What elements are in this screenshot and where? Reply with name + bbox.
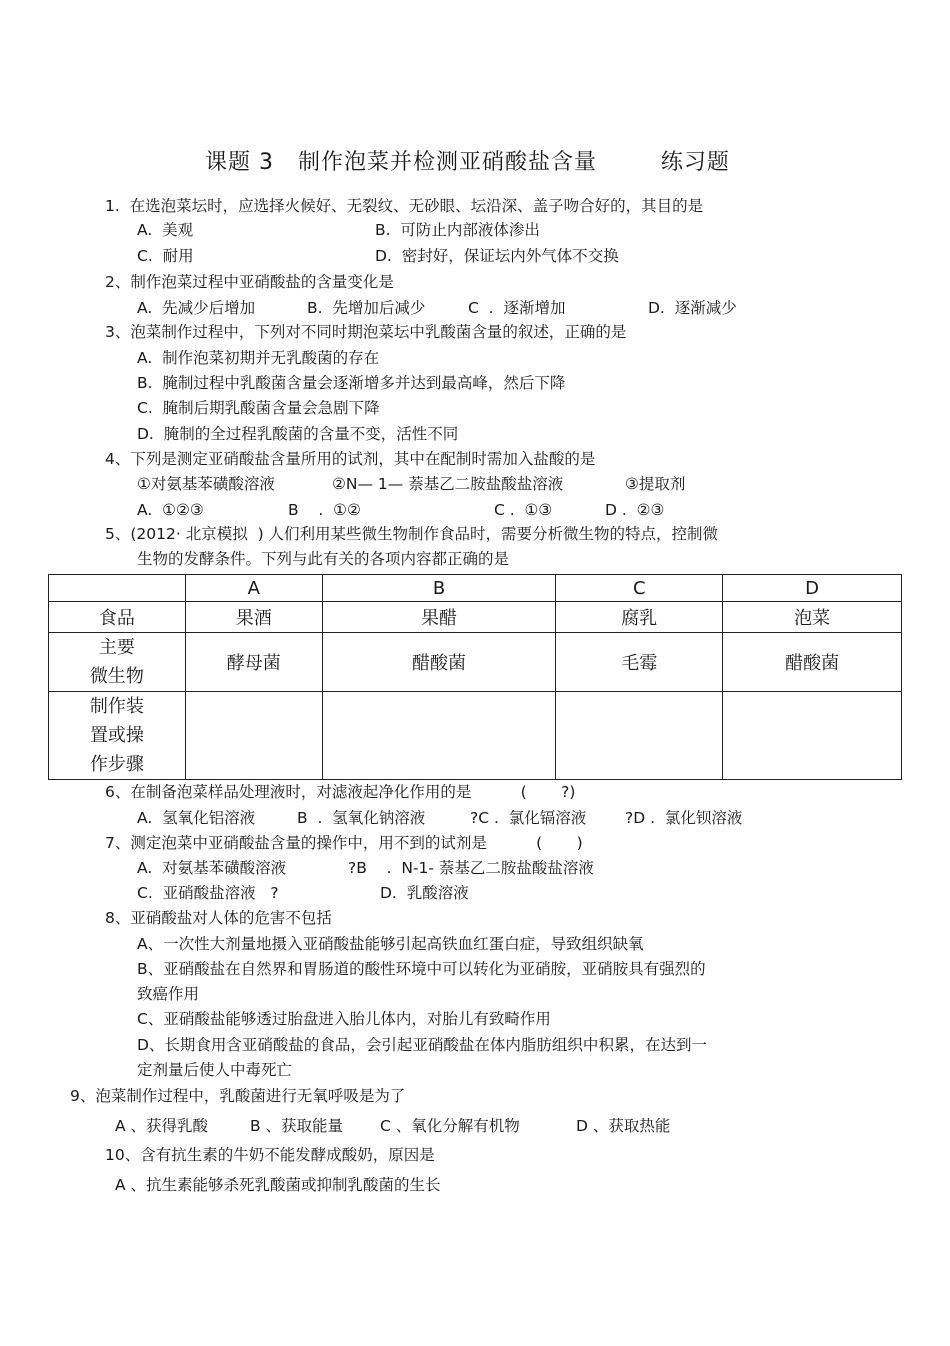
question-4-item-1: ①对氨基苯磺酸溶液 [137,475,275,493]
table-row-label [49,633,186,692]
table-row [49,692,902,780]
question-9-option-c: C 、氧化分解有机物 [380,1117,520,1135]
table-corner-cell [49,575,186,602]
question-6-option-a: A. 氢氧化铝溶液 [137,809,256,827]
question-8-option-d-continued: 定剂量后使人中毒死亡 [137,1061,293,1079]
question-8-option-b-continued: 致癌作用 [137,985,200,1003]
table-row-label-line: 作步骤 [89,754,144,775]
table-row-label-line: 置或操 [89,725,144,746]
question-4-option-b: B . ①② [288,501,361,519]
question-7-option-b: ?B . N-1- 萘基乙二胺盐酸盐溶液 [348,859,594,877]
table-row-label-line: 微生物 [89,666,144,687]
comparison-table [48,574,902,780]
table-header-cell: B [322,575,556,602]
question-7-option-a: A. 对氨基苯磺酸溶液 [137,859,287,877]
table-cell: 果酒 [185,602,322,633]
table-cell: 毛霉 [556,633,723,692]
table-row [49,633,902,692]
question-6-option-b: B . 氢氧化钠溶液 [297,809,426,827]
question-6-stem: 6、在制备泡菜样品处理液时，对滤液起净化作用的是 ( ?) [105,783,576,801]
table-row-label-line: 主要 [98,637,135,658]
question-9-stem: 9、泡菜制作过程中，乳酸菌进行无氧呼吸是为了 [70,1087,406,1105]
table-header-cell: A [185,575,322,602]
question-4-item-2: ②N— 1— 萘基乙二胺盐酸盐溶液 [332,475,564,493]
question-1-stem: 1. 在选泡菜坛时，应选择火候好、无裂纹、无砂眼、坛沿深、盖子吻合好的，其目的是 [105,197,704,215]
question-4-stem: 4、下列是测定亚硝酸盐含量所用的试剂，其中在配制时需加入盐酸的是 [105,450,596,468]
question-2-option-c: C . 逐渐增加 [468,299,566,317]
table-cell: 腐乳 [556,602,723,633]
question-9-option-a: A 、获得乳酸 [115,1117,209,1135]
question-8-option-a: A、一次性大剂量地摄入亚硝酸盐能够引起高铁血红蛋白症，导致组织缺氧 [137,935,644,953]
question-8-stem: 8、亚硝酸盐对人体的危害不包括 [105,909,332,927]
table-row-label-line: 制作装 [89,696,144,717]
question-5-stem: 5、(2012· 北京模拟 ) 人们利用某些微生物制作食品时，需要分析微生物的特点，控制微 [105,525,719,543]
question-7-option-c: C. 亚硝酸盐溶液 ? [137,884,279,902]
question-4-option-d: D . ②③ [605,501,665,519]
question-5-stem-continued: 生物的发酵条件。下列与此有关的各项内容都正确的是 [137,550,510,568]
table-header-row [49,575,902,602]
table-cell: 酵母菌 [185,633,322,692]
table-cell [185,692,322,780]
question-1-option-a: A. 美观 [137,221,194,239]
table-cell: 醋酸菌 [322,633,556,692]
question-9-option-d: D 、获取热能 [576,1117,671,1135]
question-4-option-c: C . ①③ [494,501,553,519]
table-cell: 果醋 [322,602,556,633]
table-header-cell: C [556,575,723,602]
question-1-option-b: B. 可防止内部液体渗出 [375,221,540,239]
question-3-option-c: C. 腌制后期乳酸菌含量会急剧下降 [137,399,380,417]
question-2-stem: 2、制作泡菜过程中亚硝酸盐的含量变化是 [105,273,394,291]
question-10-option-a: A 、抗生素能够杀死乳酸菌或抑制乳酸菌的生长 [115,1176,441,1194]
question-6-option-d: ?D . 氯化钡溶液 [625,809,743,827]
question-8-option-b: B、亚硝酸盐在自然界和胃肠道的酸性环境中可以转化为亚硝胺，亚硝胺具有强烈的 [137,960,706,978]
question-2-option-b: B. 先增加后减少 [307,299,426,317]
question-1-option-c: C. 耐用 [137,247,194,265]
question-8-option-d: D、长期食用含亚硝酸盐的食品，会引起亚硝酸盐在体内脂肪组织中积累，在达到一 [137,1036,707,1054]
question-6-option-c: ?C . 氯化镉溶液 [470,809,587,827]
table-row-label: 食品 [49,602,186,633]
question-3-option-b: B. 腌制过程中乳酸菌含量会逐渐增多并达到最高峰，然后下降 [137,374,566,392]
question-4-item-3: ③提取剂 [625,475,686,493]
question-3-stem: 3、泡菜制作过程中，下列对不同时期泡菜坛中乳酸菌含量的叙述，正确的是 [105,323,627,341]
table-cell [556,692,723,780]
table-row [49,602,902,633]
question-10-stem: 10、含有抗生素的牛奶不能发酵成酸奶，原因是 [105,1146,435,1164]
question-9-option-b: B 、获取能量 [250,1117,344,1135]
question-1-option-d: D. 密封好，保证坛内外气体不交换 [375,247,619,265]
question-3-option-a: A. 制作泡菜初期并无乳酸菌的存在 [137,349,380,367]
question-3-option-d: D. 腌制的全过程乳酸菌的含量不变，活性不同 [137,425,459,443]
question-7-option-d: D. 乳酸溶液 [380,884,469,902]
question-2-option-d: D. 逐渐减少 [648,299,737,317]
table-cell: 醋酸菌 [723,633,902,692]
question-7-stem: 7、测定泡菜中亚硝酸盐含量的操作中，用不到的试剂是 ( ) [105,834,583,852]
table-cell: 泡菜 [723,602,902,633]
question-2-option-a: A. 先减少后增加 [137,299,256,317]
table-cell [322,692,556,780]
table-header-cell: D [723,575,902,602]
question-8-option-c: C、亚硝酸盐能够透过胎盘进入胎儿体内，对胎儿有致畸作用 [137,1010,551,1028]
table-cell [723,692,902,780]
table-row-label [49,692,186,780]
question-4-option-a: A. ①②③ [137,501,204,519]
page-title: 课题 3 制作泡菜并检测亚硝酸盐含量 练习题 [205,150,730,175]
